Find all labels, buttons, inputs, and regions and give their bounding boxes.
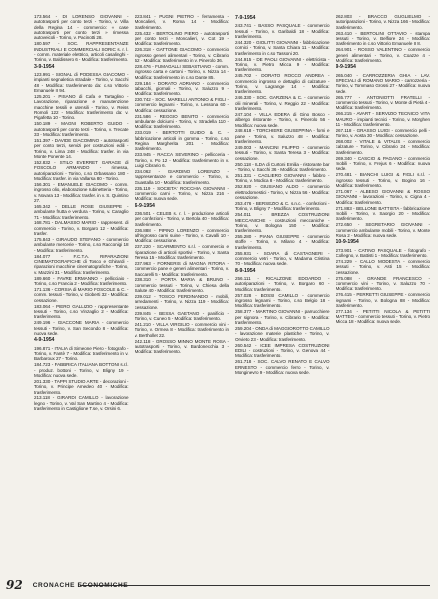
register-entry: 184.077 - F.C.T.A. RIPARAZIONI CINEMATOGRAFICHE di Tosco e Ghirardi - riparazioni macchine cinematografiche - Torino, v. Mazzini 31 - Modifica: trasferimento. <box>34 253 129 275</box>
register-entry: 175.843 - GIRAUDO STEFANO - commercio ambulante mercerie - Torino, c.so Racconigi 18 - Modifica: trasferimento. <box>34 237 129 253</box>
column-4 <box>336 14 431 562</box>
date-heading: 7-9-1954 <box>235 15 256 21</box>
register-entry: 245.702 - DORATO ROCCO ANDREA - commercio ingrosso e dettaglio di calzature - Torino, v. Lagrange 14 - Modifica: trasferimento. <box>235 73 330 95</box>
register-entry: 254.011 - BREZZA COSTRUZIONI MECCANICHE - costruzioni meccaniche - Torino, v. Bologna 150 - Modifica: trasferimento. <box>235 212 330 234</box>
register-entry: 235.119 - SOCIETA' ROCCHIA GIOVANNI - commercio carni - Torino, v. Nizza 216 - Modifica: nuova sede. <box>134 185 229 202</box>
register-entry: 261.718 - SOC. CALVO RENATO E CALVO ERNESTO - commercio ferro - Torino, v. Monginevro 9 - Modifica: nuova sede. <box>235 359 330 375</box>
register-entry: 253.476 - BERSEZIO & C. s.n.c. - confezioni - Torino, v. Bligny 7 - Modifica: trasferimento. <box>235 200 330 212</box>
register-entry: 249.196 - GIACCONE MARIA - commercio tessuti - Torino, v. San Secondo 8 - Modifica: nuova sede. <box>34 320 129 336</box>
page-number: 92 <box>6 578 23 592</box>
column-3 <box>235 14 330 562</box>
register-entry: 260.542 - ICEE IMPRESA COSTRUZIONI EDILI - costruzioni - Torino, v. Genova 44 - Modifica: trasferimento. <box>235 342 330 359</box>
register-entry: 238.310 - PORTA MARIA & BRUNO - commercio tessuti - Torino, v. Chiesa della Salute 40 - Modifica: trasferimento. <box>134 277 229 294</box>
register-entry: 196.871 - ITALIA di Simeone Piero - fotografo - Torino, v. Fantè 7 - Modifica: trasferimento in v. Barbaroux 27 - Torino. <box>34 345 129 362</box>
register-entry: 183.064 - PIERO GALLIZIO - rappresentante tessuti - Torino, c.so Vinzaglio 2 - Modifica: trasferimento. <box>34 303 129 320</box>
register-entry: 250.118 - ILDA di Curtoni Emilia - ristorante bar - Torino, v. Sacchi 36 - Modifica: trasferimento. <box>235 161 330 173</box>
register-entry: 257.028 - BOSSI CAMILLO - commercio ingrosso legnami - Torino, c.so Belgio 18 - Modifica: trasferimento. <box>235 292 330 309</box>
register-entry: 271.067 - ALBESO GIOVANNI & ROSSO GIOVANNI - lavorazioni - Torino, v. Cigna 4 - Modifica: trasferimento. <box>335 189 430 205</box>
date-heading: 3-9-1954 <box>34 63 55 70</box>
register-entry: 242.118 - GROSSO MINNO MONTE ROSA - autotrasporti - Torino, v. Bardonecchia 3 - Modifica: trasferimento. <box>134 338 229 355</box>
register-entry: 252.920 - GIUSIANO ALDO - commercio elettrodomestici - Torino, v. Nizza 56 - Modifica: cessazione. <box>235 184 330 200</box>
register-entry: 255.931 - SOARA di CASTAGNERI - commercio vetri - Torino, v. Madama Cristina 70 - Modifica: nuova sede. <box>235 250 330 267</box>
column-2 <box>135 14 230 562</box>
publication-title: CRONACHE ECONOMICHE <box>32 581 129 589</box>
register-entry: 184.723 - FABBRICA ITALIANA BOTTONI s.r.l. - produz. bottoni - Torino, v. Bligny 19 - Modifica: nuova sede. <box>34 362 129 378</box>
register-entry: 243.741 - BASSO PASQUALE - commercio tessuti - Torino, v. Garibaldi 18 - Modifica: trasferimento. <box>235 23 330 40</box>
register-entry: 150.189 - MAGNI ROBERTO GUIDO - autotrasporti per conto terzi - Torino, v. Trecate 33 - Modifica: trasferimento. <box>34 121 129 137</box>
register-entry: 263.410 - BERTOLINI OTTAVIO - stampa tessuti - Torino, v. Belfiore 24 - Modifica: trasferimento in c.so Vittorio Emanuele II 8. <box>335 30 430 47</box>
register-entry: 237.963 - FORNERIS di MAGNA RITORA - commercio pane e generi alimentari - Torino, v. Saccarelli 5 - Modifica: trasferimento. <box>134 260 229 277</box>
register-entry: 255.280 - PIANA GIUSEPPE - commercio stoffe - Torino, v. Milano 4 - Modifica: trasferimento. <box>235 234 330 250</box>
register-entry: 152.832 - STILO EVERRET GARAGE di FOSCOLO ARMANDO - rimessa, autoriparazioni - Torino, c.so Orbassano 180 - Modifica: trasfer. in via Vallarsa 80 - Torino. <box>34 159 129 181</box>
register-entry: 213.118 - GIRARDI CAMILLO - lavorazione legno - Torino, v. Val San Martino 4 - Modifica: trasferimento in Castiglione T.se, v. Orsini 6. <box>34 395 129 412</box>
date-heading: 8-9-1954 <box>235 267 256 274</box>
register-entry: 246.330 - SOC. GARZENA & C. - commercio olii minerali - Torino, v. Reggio 22 - Modifica: trasferimento. <box>235 95 330 111</box>
register-entry: 173.564 - DI LORENSO GIOVANNI - autotrasporti per conto terzi - Torino, v. Villa della Regina 14 - commercio: « case autotrasporti per conto terzi » rimessa autoveicoli - Torino, v. Pacinotti 28. <box>34 14 129 41</box>
register-entry: 275.088 - GRANDE FRANCESCO - commercio vini - Torino, v. Saluzzo 70 - Modifica: trasferimento. <box>335 275 430 292</box>
register-entry: 276.415 - PERRETTI GIUSEPPE - commercio legnami - Torino, v. Bologna 88 - Modifica: trasferimento. <box>335 292 430 308</box>
date-heading: 4-9-1954 <box>34 337 55 344</box>
register-entry: 265.040 - CARROZZERIA GHIA - LAV. SPECIALI di ROMANO MARIO - carrozzeria - Torino, v. Tommaso Grossi 27 - Modifica: nuova sede. <box>335 72 430 94</box>
register-entry: 180.597 - SOC. RAPPRESENTANZE INDUSTRIALI E COMMERCIALI SORIC s. r. l. - comm. materiale elettrico, articoli casalinghi - Torino, v. Baldissero 6 - Modifica: trasferimento. <box>34 41 129 63</box>
register-entry: 259.204 - ONDA di MAGGIOROTTO CAMILLO - lavorazione materie plastiche - Torino, v. Orvieto 23 - Modifica: trasferimento. <box>235 326 330 342</box>
footer-rule <box>80 585 430 586</box>
register-entry: 233.945 - RACCA SEVERINO - pellicceria - Torino, v. Po 12 - Modifica: trasferimento in v. Luigi Cibrario 6. <box>134 152 229 169</box>
register-entry: 244.320 - GIOLITTI GIOVANNI - fabbricazione cornici - Torino, v. Santa Chiara 11 - Modifica: trasferimento in c.so Tassoni 20. <box>235 39 330 56</box>
register-entry: 156.301 - EMANUELE GIACOMO - comm. ingrosso olio, elaborazione rubinetteria - Torino, v. Novara 13 - Modifica: trasfer. in v. S. Quintino 27. <box>34 181 129 203</box>
register-entry: 273.901 - CATINO PASQUALE - fotografo - Collegno, v. Battisti 1 - Modifica: trasferimento. <box>335 247 430 258</box>
register-entry: 277.134 - PETITTI NICOLA & PETITTI MATTEO - commercio tessuti - Torino, v. Pietro Micca 18 - Modifica: nuova sede. <box>335 308 430 325</box>
register-entry: 239.845 - BESSA GAETANO - panificio - Torino, v. Cuneo 5 - Modifica: trasferimento. <box>134 310 229 322</box>
register-entry: 239.012 - TOSCO FERDINANDO - mobili, arredamenti - Torino, v. Nizza 119 - Modifica: cessazione. <box>134 294 229 310</box>
register-entry: 265.777 - ANTONIOTTI FRATELLI - commercio tessuti - Torino, v. Monte di Pietà 4 - Modifica: trasferimento. <box>335 94 430 111</box>
register-entry: 123.991 - SIGNAL di PODESSA GIACOMO - impianti segnaletica stradale - Torino, v. Sacchi 48 - Modifica: trasferimento da: c.so Vittorio Emanuele II 94. <box>34 72 129 94</box>
register-entry: 264.901 - ROSSO VALENTINO - commercio generi alimentari - Torino, v. Coazze 4 - Modifica: trasferimento. <box>335 47 430 63</box>
register-entry: 201.330 - TAPPI STUDIO ARTE - decorazioni - Torino, v. Principe Amedeo 40 - Modifica: trasferimento. <box>34 378 129 395</box>
date-heading: 6-9-1954 <box>134 202 155 209</box>
register-entry: 247.104 - VILLA EDERA di Gino Bosco - albergo ristorante - Torino, v. Pinerolo 56 - Modifica: nuova sede. <box>235 111 330 128</box>
register-entry: 256.111 - RICALZONE EDOARDO - autoriparazioni - Torino, v. Borgaro 60 - Modifica: trasferimento. <box>235 276 330 292</box>
register-entry: 231.586 - REGGIO BENITO - commercio ambulante dolciumi - Torino, v. Stradella 110 - Modifica: trasferimento. <box>134 113 229 130</box>
register-entry: 244.915 - DE PAOLI GIOVANNI - elettricista - Torino, v. Pietro Micca 9 - Modifica: trasferimento. <box>235 56 330 73</box>
register-entry: 272.650 - SEGRETARIO GIOVANNI - commercio ambulante mobili - Torino, v. Monte Rosa 2 - Modifica: nuova sede. <box>335 222 430 238</box>
register-entry: 258.377 - MARTINO GIOVANNI - parrucchiere per signora - Torino, v. Cibrario 5 - Modifica: trasferimento. <box>235 309 330 326</box>
register-entry: 249.003 - MANCINI FILIPPO - commercio tessuti - Torino, v. Santa Teresa 3 - Modifica: cessazione. <box>235 145 330 161</box>
register-entry: 189.660 - FAVRE ERMANNO - pellicciaio - Torino, c.so Francia 2 - Modifica: trasferimento. <box>34 275 129 287</box>
register-entry: 165.342 - DELLE ROSE GIUSEPPE - ambulante frutta e verdura - Torino, v. Caraglio 71 - Modifica: trasferimento. <box>34 203 129 220</box>
register-entry: 251.331 - CAGLIERO GIOVANNI - fabbro - Torino, v. Modica 8 - Modifica: trasferimento. <box>235 172 330 184</box>
column-1 <box>34 14 129 562</box>
register-entry: 236.501 - CELEB s. r. l. - produzione articoli per confezioni - Torino, v. Bertola 40 - Modifica: trasferimento. <box>134 210 229 227</box>
register-entry: 234.062 - GIARDINO LORENZO - rappresentanze e commercio - Torino, v. Guastalla 10 - Modifica: trasferimento. <box>134 168 229 185</box>
text-columns <box>34 14 430 562</box>
register-entry: 237.220 - SCARMENTO s.r.l. - commercio e riparazione di articoli sportivi - Torino, v. Santa Teresa 15 - Modifica: trasferimento. <box>134 244 229 260</box>
register-entry: 230.742 - SOC. MARELLI ANTONIO & FIGLI - commercio legnami - Torino, v. Lessona 60 - Modifica: cessazione. <box>134 97 229 113</box>
register-entry: 226.318 - GATTONE GIACOMO - commercio ingrosso generi alimentari - Torino, v. Cibrario 52 - Modifica: trasferimento in v. Pinerolo 36. <box>134 47 229 63</box>
date-heading: 10-9-1954 <box>335 239 359 246</box>
register-entry: 268.002 - VITALE & VITALIS - commercio calzature - Torino, v. Cibrario 24 - Modifica: trasferimento. <box>335 139 430 155</box>
register-entry: 236.888 - PIPINO LORENZO - commercio all'ingrosso carni suine - Torino, v. Cavalli 10 - Modifica: cessazione. <box>134 227 229 244</box>
register-entry: 262.803 - BRACCO GUGLIELMO - autoriparazioni - Torino, v. Nizza 166 - Modifica: trasferimento. <box>335 14 430 30</box>
date-heading: 9-9-1954 <box>335 64 356 71</box>
register-entry: 267.118 - GRASSO LUIGI - commercio pelli - Torino, v. Aosta 30 - Modifica: cessazione. <box>335 127 430 139</box>
register-entry: 228.476 - FUMAGALLI SEBASTIANO - comm. ingrosso carta e cartoni - Torino, v. Nizza 14 - Modifica: trasferimento in c.so Dante 85. <box>134 63 229 80</box>
register-entry: 151.397 - DAVIDE GIACOMINO - autotrasporti per conto terzi, servizi per costruzioni edili - Torino, v. Lima 248 - Modifica: trasfer. in via Monte Ponente 14. <box>34 137 129 159</box>
register-entry: 225.432 - BERTOLINO PIERO - autotrasporti per conto terzi - Moncalieri, v. Cot 19 - Modifica: trasferimento. <box>134 30 229 47</box>
register-entry: 269.340 - CASCIO & PAGANO - commercio mobili - Torino, v. Frejus 6 - Modifica: nuova sede. <box>335 155 430 172</box>
register-entry: 125.201 - PISANO di Cafa e Tartaglino - Lavorazione, riparazione e manutenzione macchine tessili e utensili - Torino, v. Reiss Romoli 122 - Modifica: trasferimento da: v. Pigafetta 10 - Torino. <box>34 94 129 121</box>
register-entry: 241.210 - VILLA VIRGILIO - commercio vini - Torino, v. Ormea 8 - Modifica: trasferimento in v. Berthollet 22. <box>134 322 229 338</box>
register-entry: 274.229 - CALLO MODESTA - commercio tessuti - Torino, v. Asti 15 - Modifica: cessazione. <box>335 258 430 275</box>
page-footer <box>6 578 128 592</box>
register-entry: 270.481 - BIANCHI LUIGI & FIGLI s.r.l. - ingrosso tessuti - Torino, v. Bogino 16 - Modifica: trasferimento. <box>335 172 430 189</box>
register-entry: 266.215 - AVART - SERVIZIO TECNICO VITA MAURO - impianti tecnici - Torino, v. Morghen 11 - Modifica: trasferimento. <box>335 111 430 127</box>
register-entry: 223.841 - PUGNI PIETRO - ferramenta - Moncalieri, v. Roma 14 - Modifica: trasferimento. <box>134 14 229 30</box>
register-entry: 233.019 - BERTOTTI GUIDO & C. - fabbricazione articoli in gomma - Torino, c.so Regina Margherita 201 - Modifica: trasferimento. <box>134 130 229 152</box>
register-entry: 248.618 - TORCHIERE GIUSEPPINA - forni e pane - Torino, v. Saluzzo 48 - Modifica: trasferimento. <box>235 128 330 145</box>
register-entry: 171.136 - CORSIA di MARIO FOSCOLE & C. - comm. tessuti - Torino, v. Gioberti 32 - Modifica: cessazione. <box>34 286 129 303</box>
register-entry: 168.781 - DALMASSO MARIO - rappresent. di commercio - Torino, v. Borgaro 12 - Modifica: trasfer. <box>34 220 129 237</box>
register-entry: 229.184 - DORATO ADRIANO - commercio tabacchi, giornali - Torino, v. Saluzzo 9 - Modifica: trasferimento. <box>134 80 229 97</box>
register-entry: 271.883 - BELLONE BATTISTA - fabbricazione mobili - Torino, v. Saorgio 20 - Modifica: trasferimento. <box>335 205 430 222</box>
